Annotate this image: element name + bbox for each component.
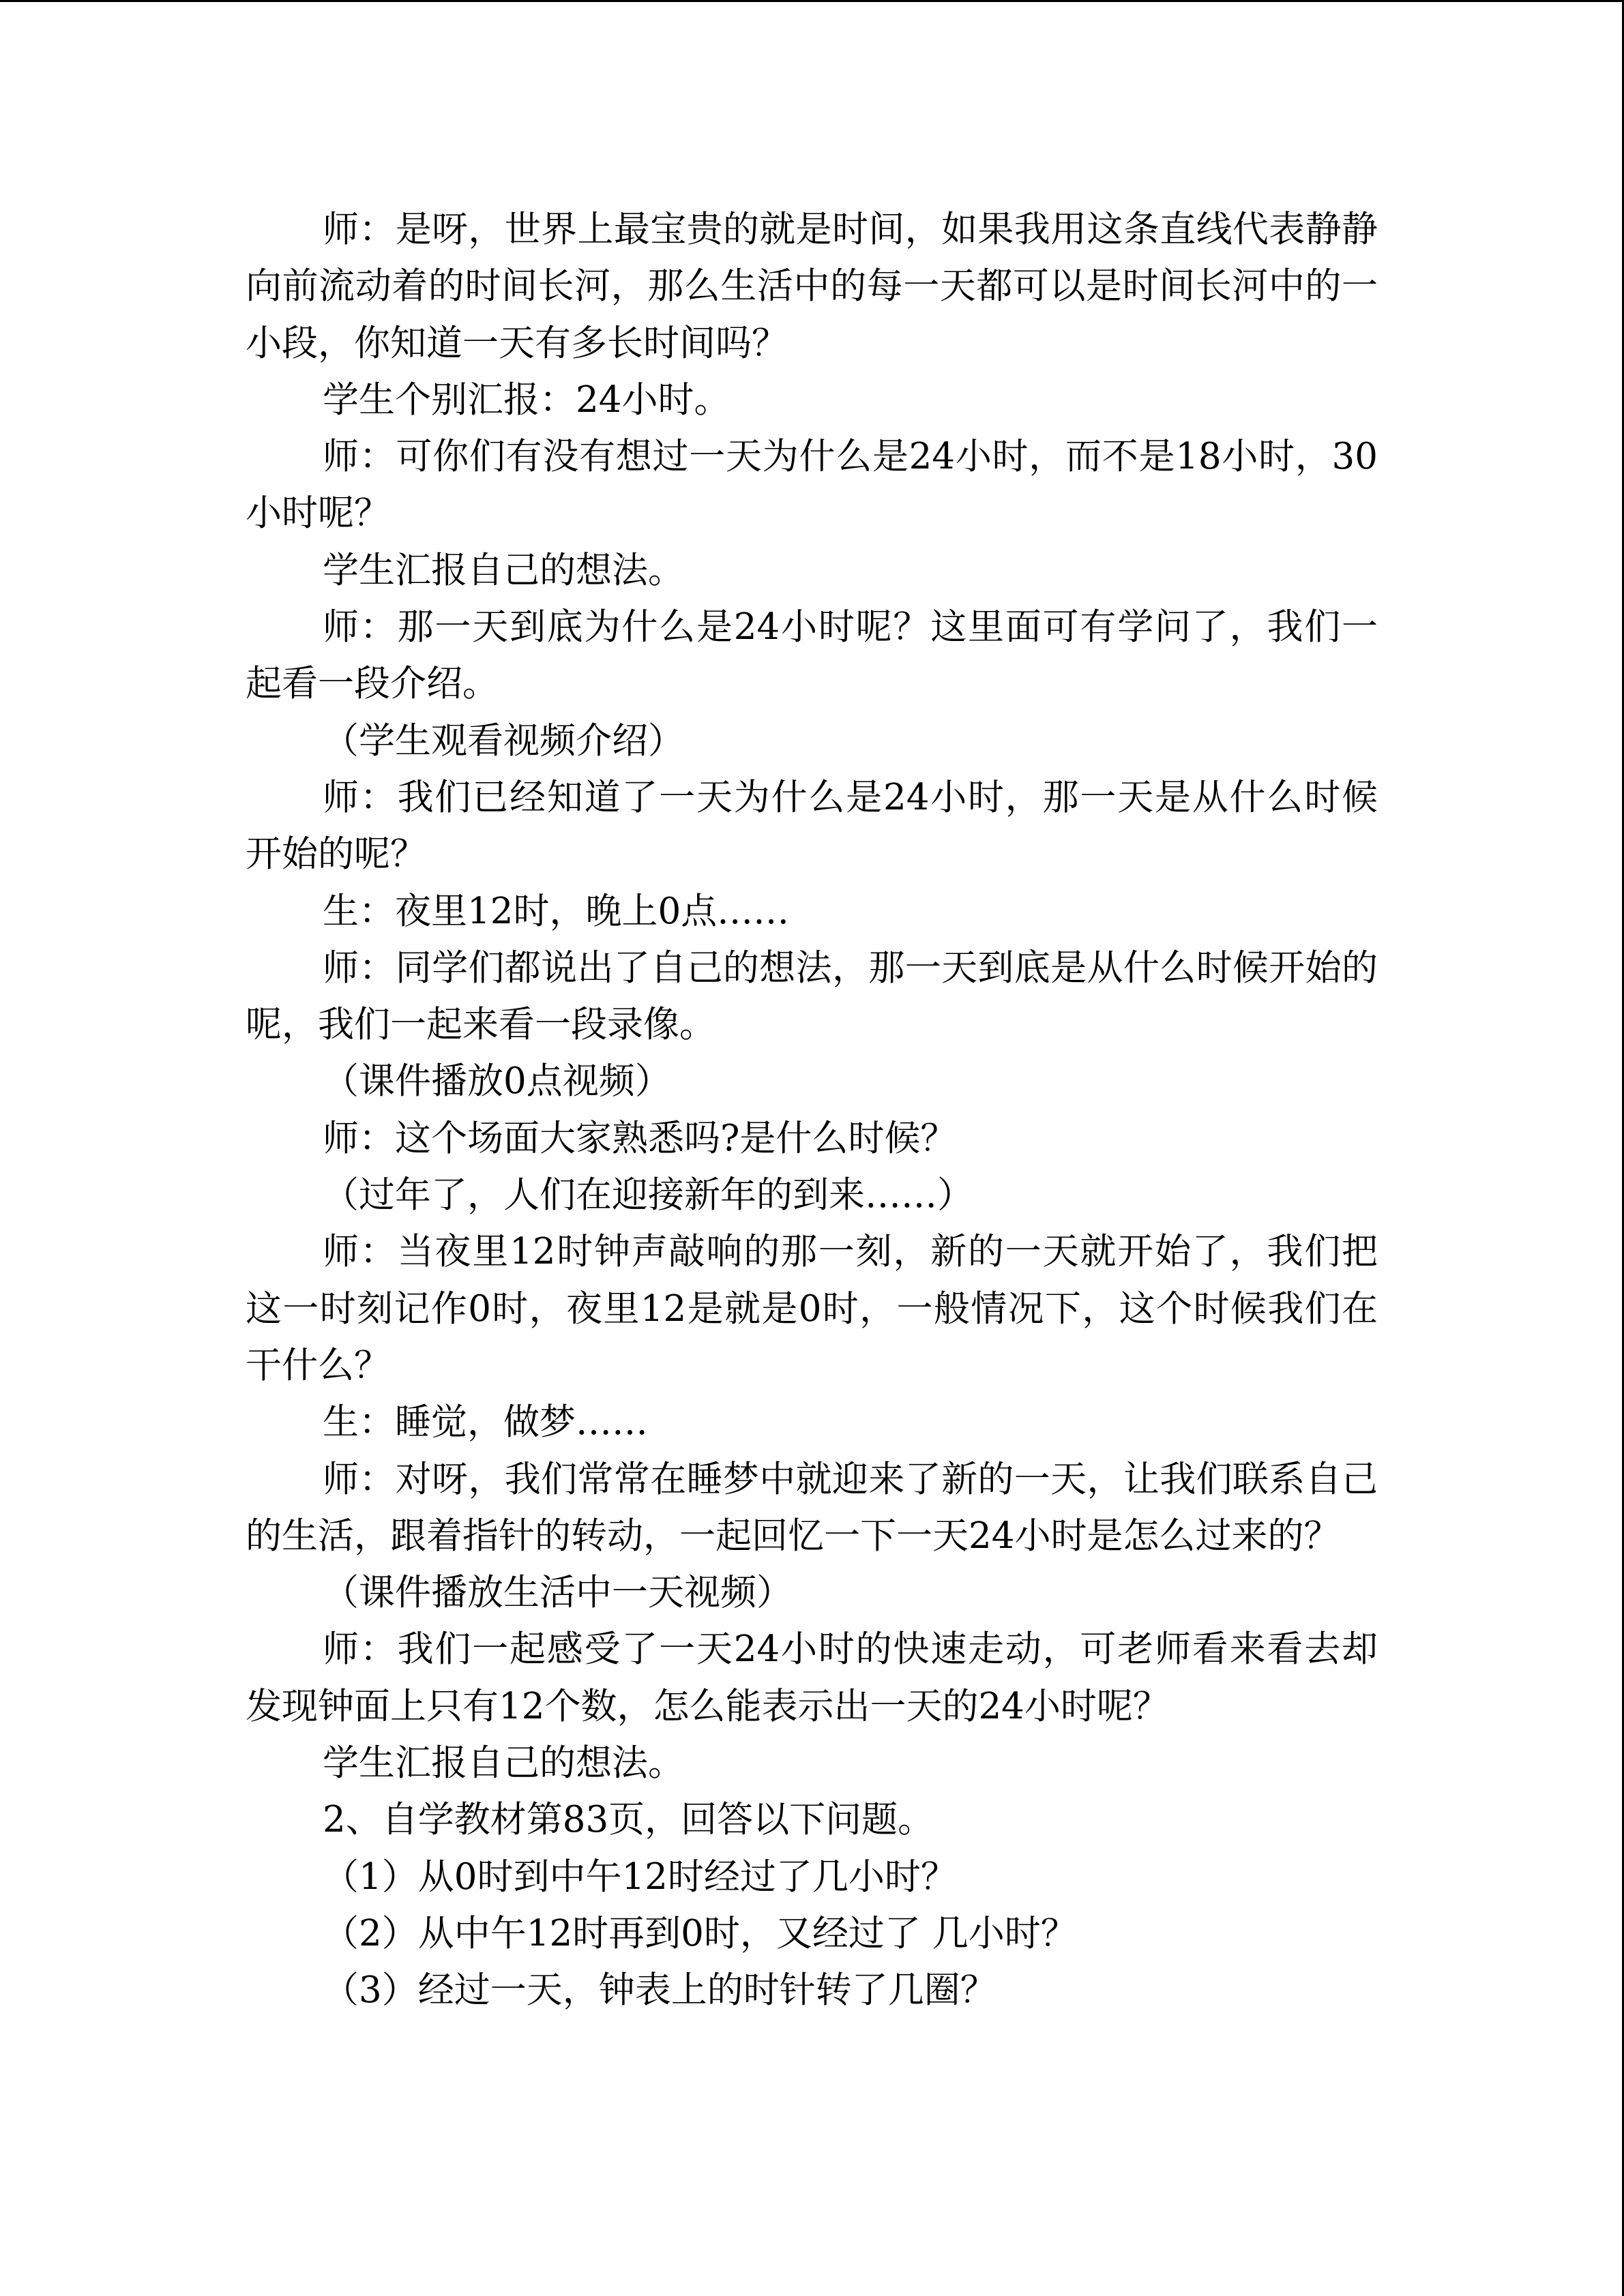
paragraph: 师：是呀，世界上最宝贵的就是时间，如果我用这条直线代表静静向前流动着的时间长河，那么生活中的每一天都可以是时间长河中的一小段，你知道一天有多长时间吗？ — [246, 209, 1378, 364]
paragraph: 生：睡觉，做梦…… — [323, 1401, 648, 1444]
paragraph: （2）从中午12时再到0时，又经过了 几小时？ — [323, 1912, 1077, 1954]
paragraph: （1）从0时到中午12时经过了几小时？ — [323, 1855, 957, 1898]
paragraph: （课件播放生活中一天视频） — [323, 1572, 793, 1614]
paragraph: 学生汇报自己的想法。 — [323, 1742, 684, 1785]
paragraph: （学生观看视频介绍） — [323, 719, 684, 762]
paragraph: 师：我们一起感受了一天24小时的快速走动，可老师看来看去却发现钟面上只有12个数，怎么能表示出一天的24小时呢？ — [246, 1628, 1378, 1727]
paragraph: 师：可你们有没有想过一天为什么是24小时，而不是18小时，30小时呢？ — [246, 436, 1378, 535]
paragraph: 师：我们已经知道了一天为什么是24小时，那一天是从什么时候开始的呢？ — [246, 776, 1378, 876]
paragraph: 师：那一天到底为什么是24小时呢？这里面可有学问了，我们一起看一段介绍。 — [246, 606, 1378, 705]
document-body — [246, 201, 1378, 2019]
paragraph: （3）经过一天，钟表上的时针转了几圈？ — [323, 1969, 996, 2012]
paragraph: 学生汇报自己的想法。 — [323, 549, 684, 591]
paragraph: 师：同学们都说出了自己的想法，那一天到底是从什么时候开始的呢，我们一起来看一段录像。 — [246, 946, 1378, 1046]
paragraph: 学生个别汇报：24小时。 — [323, 378, 730, 421]
paragraph: 师：这个场面大家熟悉吗?是什么时候？ — [323, 1117, 957, 1159]
paragraph: 师：对呀，我们常常在睡梦中就迎来了新的一天，让我们联系自己的生活，跟着指针的转动，一起回忆一下一天24小时是怎么过来的？ — [246, 1458, 1378, 1557]
paragraph: 2、自学教材第83页，回答以下问题。 — [323, 1799, 934, 1841]
paragraph: 师：当夜里12时钟声敲响的那一刻，新的一天就开始了，我们把这一时刻记作0时，夜里12是就是0时，一般情况下，这个时候我们在干什么？ — [246, 1231, 1378, 1386]
paragraph: （过年了，人们在迎接新年的到来……） — [323, 1174, 973, 1217]
paragraph: 生：夜里12时，晚上0点…… — [323, 890, 790, 932]
paragraph: （课件播放0点视频） — [323, 1060, 671, 1103]
